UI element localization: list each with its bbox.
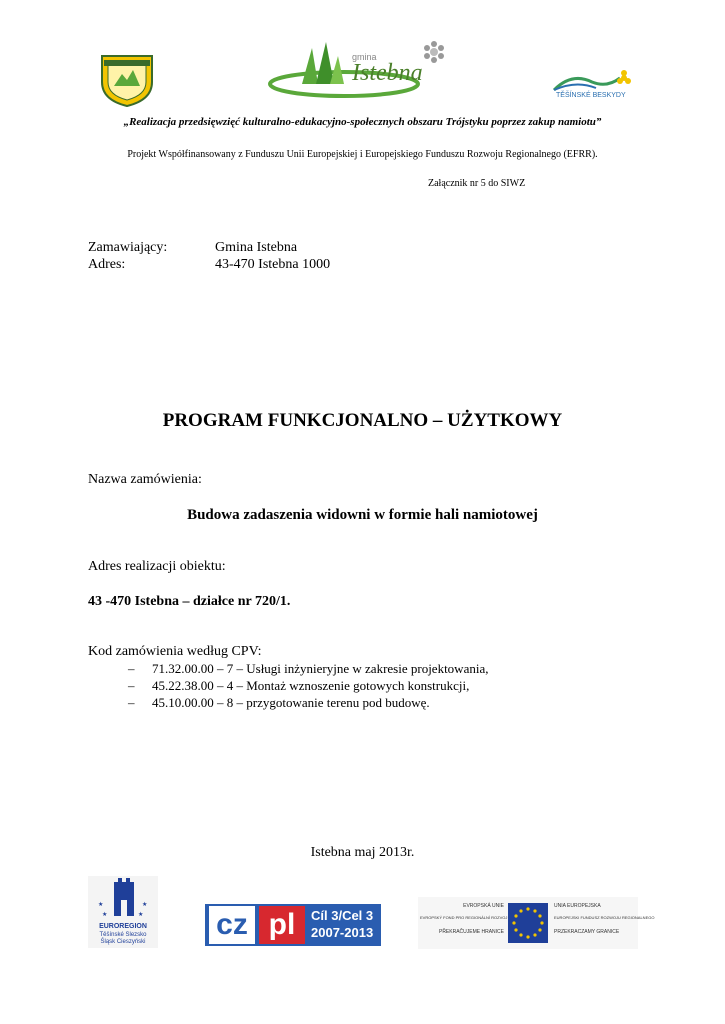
logo-istebna — [268, 38, 462, 102]
logo-czpl — [205, 904, 381, 946]
euroregion-sub2: Śląsk Cieszyński — [100, 939, 146, 945]
cpv-item: 71.32.00.00 – 7 – Usługi inżynieryjne w zakresie projektowania, — [152, 661, 489, 676]
bullet-dash: – — [128, 678, 135, 693]
site-address: 43 -470 Istebna – działce nr 720/1. — [88, 594, 291, 609]
bullet-dash: – — [128, 661, 135, 676]
bullet-dash: – — [128, 695, 135, 710]
eu-left-2: EVROPSKÝ FOND PRO REGIONÁLNÍ ROZVOJ — [420, 915, 508, 920]
cpv-item: 45.10.00.00 – 8 – przygotowanie terenu pod budowę. — [152, 695, 430, 710]
cpv-label: Kod zamówienia według CPV: — [88, 644, 262, 659]
eu-right-2: EUROPEJSKI FUNDUSZ ROZWOJU REGIONALNEGO — [554, 915, 655, 920]
order-name: Budowa zadaszenia widowni w formie hali namiotowej — [187, 507, 538, 523]
attachment-label: Załącznik nr 5 do SIWZ — [428, 178, 526, 189]
logo-tesinske-text: TĚŠÍNSKÉ BESKYDY — [556, 92, 626, 99]
page-title: PROGRAM FUNKCJONALNO – UŻYTKOWY — [162, 410, 563, 431]
czpl-cz: cz — [209, 906, 255, 944]
svg-text:★: ★ — [138, 912, 144, 918]
address-label: Adres: — [88, 257, 126, 272]
svg-text:★: ★ — [142, 902, 148, 908]
euroregion-sub1: Těšínské Slezsko — [99, 932, 147, 938]
eu-right-1: UNIA EUROPEJSKA — [554, 903, 601, 909]
logo-euroregion — [88, 876, 158, 948]
logo-istebna-text: Istebna — [352, 60, 423, 86]
czpl-pl: pl — [259, 906, 305, 944]
logo-istebna-small: gmina — [352, 52, 377, 62]
logo-tesinske-beskydy — [552, 70, 634, 104]
svg-text:★: ★ — [98, 902, 104, 908]
logo-eu-erdf — [418, 897, 655, 949]
order-name-label: Nazwa zamówienia: — [88, 472, 202, 487]
cofinance-note: Projekt Współfinansowany z Funduszu Unii Europejskiej i Europejskiego Funduszu Rozwoju Regionalnego (EFRR). — [127, 149, 598, 160]
czpl-goal: Cíl 3/Cel 3 — [311, 908, 374, 923]
czpl-years: 2007-2013 — [311, 925, 374, 940]
cpv-item: 45.22.38.00 – 4 – Montaż wznoszenie gotowych konstrukcji, — [152, 678, 470, 693]
place-date: Istebna maj 2013r. — [310, 845, 415, 860]
euroregion-title: EUROREGION — [99, 923, 147, 930]
eu-flag — [508, 903, 548, 943]
address-value: 43-470 Istebna 1000 — [215, 257, 331, 272]
svg-text:★: ★ — [102, 912, 108, 918]
client-label: Zamawiający: — [88, 240, 168, 255]
site-label: Adres realizacji obiektu: — [88, 559, 226, 574]
project-title: „Realizacja przedsięwzięć kulturalno-edukacyjno-społecznych obszaru Trójstyku poprzez zakup namiotu” — [123, 116, 602, 128]
eu-left-1: EVROPSKÁ UNIE — [463, 903, 504, 909]
client-value: Gmina Istebna — [215, 240, 298, 255]
eu-left-3: PŘEKRAČUJEME HRANICE — [438, 929, 504, 935]
eu-right-3: PRZEKRACZAMY GRANICE — [554, 929, 620, 935]
logo-jablunkovsko — [94, 52, 160, 108]
